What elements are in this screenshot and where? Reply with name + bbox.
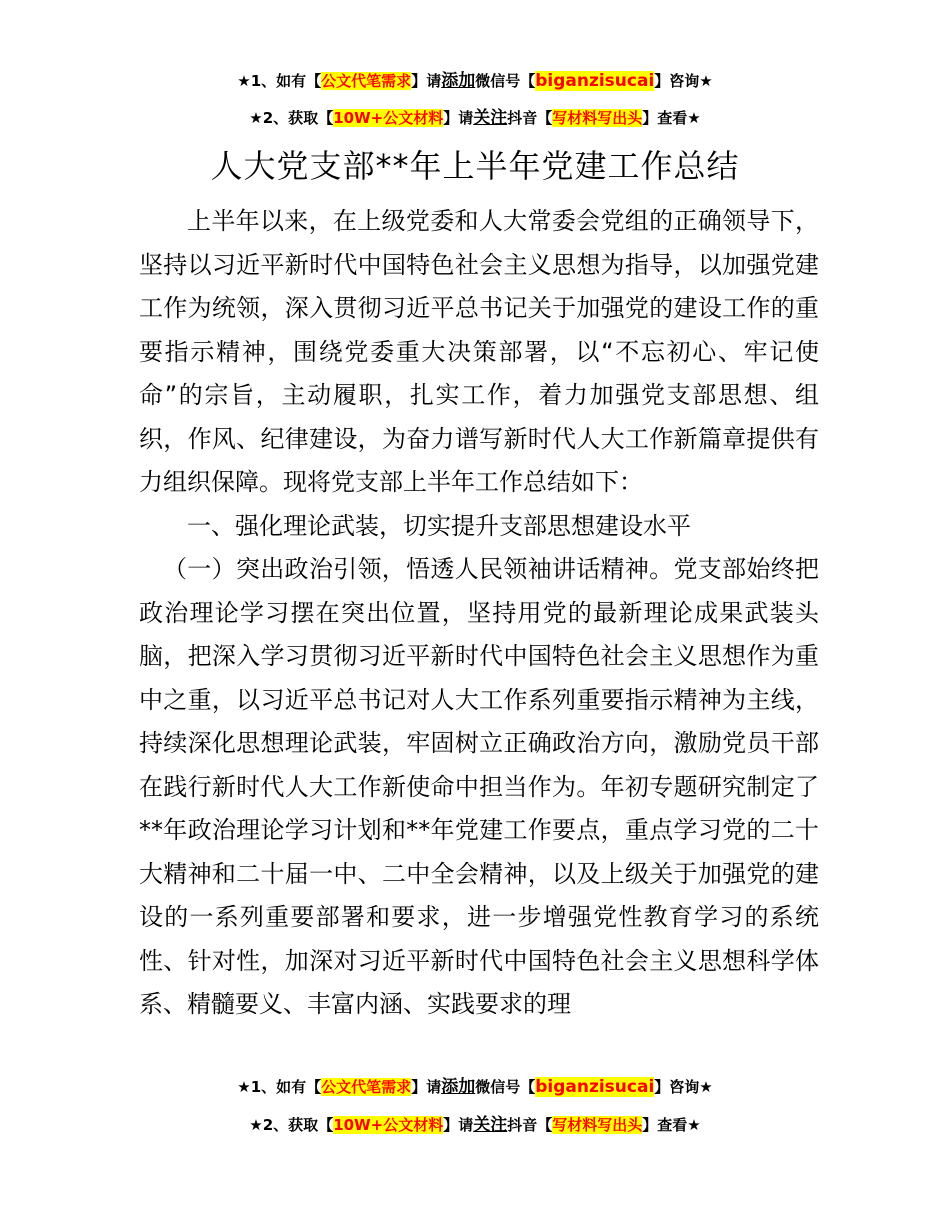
promo-line-1-bottom bbox=[0, 1076, 950, 1098]
promo-text: 】查看★ bbox=[642, 109, 701, 127]
promo-highlight: 写材料写出头 bbox=[552, 109, 643, 127]
section-heading: 一、强化理论武装，切实提升支部思想建设水平 bbox=[187, 511, 691, 540]
promo-text: ★1、如有 bbox=[237, 1078, 307, 1096]
promo-text: 】咨询★ bbox=[654, 1078, 713, 1096]
document-title: 人大党支部**年上半年党建工作总结 bbox=[210, 147, 740, 185]
promo-text: 】请 bbox=[443, 109, 474, 127]
promo-text: 】查看★ bbox=[642, 1116, 701, 1134]
promo-text: ★1、如有 bbox=[237, 72, 307, 90]
promo-underline: 关注 bbox=[473, 1115, 508, 1135]
promo-highlight: 写材料写出头 bbox=[552, 1116, 643, 1134]
promo-underline: 添加 bbox=[441, 1077, 476, 1097]
promo-text: ★2、获取 bbox=[249, 1116, 319, 1134]
promo-text: 【 bbox=[318, 1116, 334, 1134]
promo-highlight: biganzisucai bbox=[535, 1077, 655, 1097]
promo-text: 】请 bbox=[411, 72, 442, 90]
promo-text: ★2、获取 bbox=[249, 109, 319, 127]
promo-highlight: 公文代笔需求 bbox=[321, 72, 412, 90]
promo-highlight: 10W+公文材料 bbox=[333, 1116, 444, 1134]
promo-text: 微信号【 bbox=[475, 1078, 536, 1096]
promo-line-2-top bbox=[0, 107, 950, 129]
promo-text: 【 bbox=[306, 72, 322, 90]
promo-text: 微信号【 bbox=[475, 72, 536, 90]
promo-text: 【 bbox=[306, 1078, 322, 1096]
body-paragraph: 上半年以来，在上级党委和人大常委会党组的正确领导下，坚持以习近平新时代中国特色社会主义思想为指导，以加强党建工作为统领，深入贯彻习近平总书记关于加强党的建设工作的重要指示精神，围绕党委重大决策部署，以“不忘初心、牢记使命”的宗旨，主动履职，扎实工作，着力加强党支部思想、组织，作风、纪律建设，为奋力谱写新时代人大工作新篇章提供有力组织保障。现将党支部上半年工作总结如下： bbox=[139, 207, 819, 496]
promo-underline: 关注 bbox=[473, 108, 508, 128]
promo-text: 】请 bbox=[411, 1078, 442, 1096]
promo-text: 抖音【 bbox=[507, 1116, 553, 1134]
promo-highlight: 公文代笔需求 bbox=[321, 1078, 412, 1096]
promo-highlight: biganzisucai bbox=[535, 71, 655, 91]
promo-text: 【 bbox=[318, 109, 334, 127]
promo-text: 】咨询★ bbox=[654, 72, 713, 90]
promo-highlight: 10W+公文材料 bbox=[333, 109, 444, 127]
promo-line-2-bottom bbox=[0, 1114, 950, 1136]
promo-line-1-top bbox=[0, 70, 950, 92]
body-paragraph: （一）突出政治引领，悟透人民领袖讲话精神。党支部始终把政治理论学习摆在突出位置，坚持用党的最新理论成果武装头脑，把深入学习贯彻习近平新时代中国特色社会主义思想作为重中之重，以习近平总书记对人大工作系列重要指示精神为主线，持续深化思想理论武装，牢固树立正确政治方向，激励党员干部在践行新时代人大工作新使命中担当作为。年初专题研究制定了**年政治理论学习计划和**年党建工作要点，重点学习党的二十大精神和二十届一中、二中全会精神，以及上级关于加强党的建设的一系列重要部署和要求，进一步增强党性教育学习的系统性、针对性，加深对习近平新时代中国特色社会主义思想科学体系、精髓要义、丰富内涵、实践要求的理 bbox=[139, 555, 819, 1018]
promo-underline: 添加 bbox=[441, 71, 476, 91]
document-body bbox=[139, 200, 819, 1027]
promo-text: 抖音【 bbox=[507, 109, 553, 127]
promo-text: 】请 bbox=[443, 1116, 474, 1134]
